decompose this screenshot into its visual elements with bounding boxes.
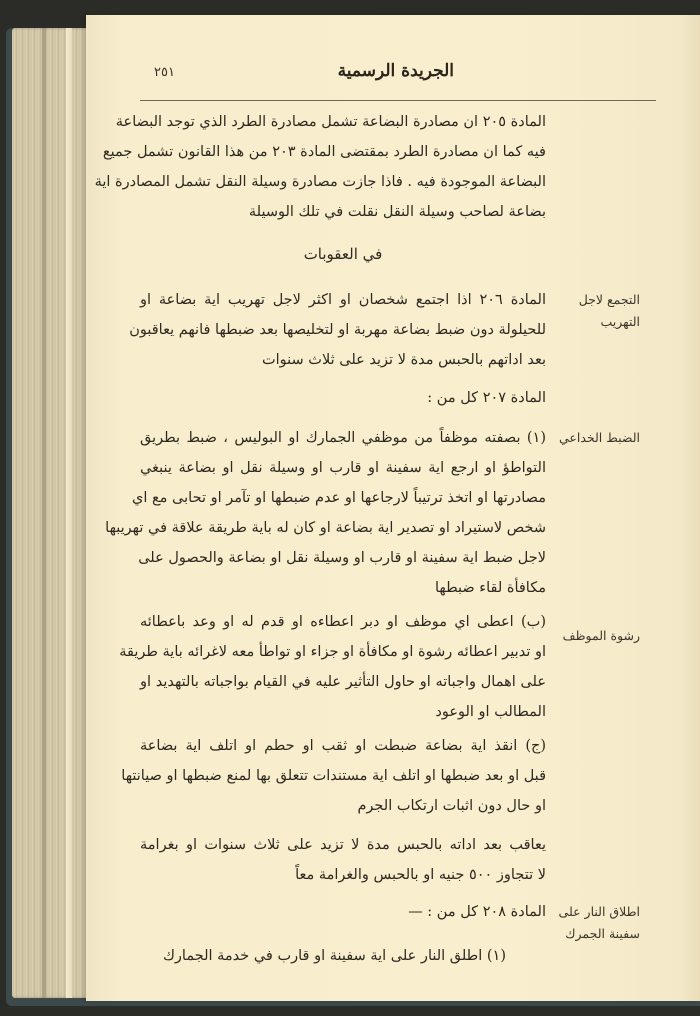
- clause-line: او حال دون اثبات ارتكاب الجرم: [357, 798, 546, 814]
- article-207-penalty: [140, 830, 546, 890]
- clause-line: لاجل ضبط اية سفينة او قارب او وسيلة نقل او بضاعة والحصول على: [138, 550, 546, 566]
- article-208-margin-note: [556, 901, 640, 945]
- margin-note-line: الضبط الخداعي: [559, 430, 640, 445]
- margin-note-line: التهريب: [600, 314, 640, 329]
- penalty-line: يعاقب بعد اداته بالحبس مدة لا تزيد على ثلاث سنوات او بغرامة: [140, 837, 546, 853]
- article-206-line: المادة ٢٠٦ اذا اجتمع شخصان او اكثر لاجل تهريب اية بضاعة او: [140, 292, 546, 308]
- article-206-line: بعد اداتهم بالحبس مدة لا تزيد على ثلاث سنوات: [262, 352, 546, 368]
- clause-line: على اهمال واجباته او حاول التأثير عليه في القيام بواجباته بالتهديد او: [140, 674, 546, 690]
- page-header: [140, 61, 640, 91]
- margin-note-line: التجمع لاجل: [578, 292, 640, 307]
- clause-line: مكافأة لقاء ضبطها: [434, 580, 546, 596]
- article-206: [129, 285, 546, 375]
- clause-line: (ب) اعطى اي موظف او دبر اعطاءه او قدم له او وعد باعطائه: [140, 614, 546, 630]
- clause-line: قبل او بعد ضبطها او اتلف اية مستندات تتعلق بها لمنع ضبطها او صيانتها: [121, 768, 546, 784]
- margin-note-line: سفينة الجمرك: [565, 926, 640, 941]
- page-fold: [42, 28, 46, 998]
- margin-note-line: اطلاق النار على: [558, 904, 640, 919]
- page-number: ٢٥١: [154, 65, 175, 80]
- clause-line: مصادرتها او اتخذ ترتيباً لارجاعها او عدم ضبطها او تآمر او تحابى مع اي: [131, 490, 546, 506]
- page-fold-highlight: [66, 28, 72, 998]
- clause-line: او تدبير اعطائه رشوة او مكافأة او جزاء او تواطأ معه لاغرائه باية طريقة: [119, 644, 546, 660]
- clause-line: شخص لاستيراد او تصدير اية بضاعة او كان له باية طريقة علاقة في تهريبها: [105, 520, 546, 536]
- article-208-intro: [140, 897, 546, 927]
- clause-line: (١) اطلق النار على اية سفينة او قارب في خدمة الجمارك: [162, 948, 506, 964]
- article-208-clause-1: [140, 941, 546, 971]
- gazette-title: الجريدة الرسمية: [337, 61, 454, 81]
- article-205: [94, 107, 546, 227]
- article-206-margin-note: [556, 289, 640, 333]
- clause-line: (ج) انقذ اية بضاعة ضبطت او ثقب او حطم او اتلف اية بضاعة: [140, 738, 546, 754]
- article-205-line: فيه كما ان مصادرة الطرد بمقتضى المادة ٢٠٣ من هذا القانون تشمل جميع: [102, 144, 546, 160]
- document-page: [86, 15, 700, 1001]
- article-205-line: المادة ٢٠٥ ان مصادرة البضاعة تشمل مصادرة الطرد الذي توجد البضاعة: [115, 114, 546, 130]
- article-207-clause-1: [105, 423, 546, 603]
- header-divider: [140, 100, 656, 101]
- article-207-intro-line: المادة ٢٠٧ كل من :: [427, 390, 546, 406]
- clause-line: (١) بصفته موظفاً من موظفي الجمارك او البوليس ، ضبط بطريق: [140, 430, 546, 446]
- article-205-line: بضاعة لصاحب وسيلة النقل نقلت في تلك الوسيلة: [248, 204, 546, 220]
- section-heading: في العقوبات: [303, 245, 383, 263]
- clause-line: المطالب او الوعود: [435, 704, 546, 720]
- clause-1-margin-note: [556, 427, 640, 449]
- article-208-intro-line: المادة ٢٠٨ كل من : —: [408, 904, 546, 920]
- article-207-clause-b: [119, 607, 546, 727]
- clause-b-margin-note: [556, 625, 640, 647]
- article-207-clause-j: [121, 731, 546, 821]
- margin-note-line: رشوة الموظف: [562, 628, 640, 643]
- clause-line: التواطؤ او ارجع اية سفينة او قارب او وسيلة نقل او بضاعة ينبغي: [140, 460, 546, 476]
- penalty-line: لا تتجاوز ٥٠٠ جنيه او بالحبس والغرامة معاً: [295, 867, 546, 883]
- article-205-line: البضاعة الموجودة فيه . فاذا جازت مصادرة وسيلة النقل تشمل المصادرة اية: [94, 174, 546, 190]
- article-206-line: للحيلولة دون ضبط بضاعة مهربة او لتخليصها بعد ضبطها فانهم يعاقبون: [129, 322, 546, 338]
- page-edges: [12, 28, 90, 998]
- article-207-intro: [140, 383, 546, 413]
